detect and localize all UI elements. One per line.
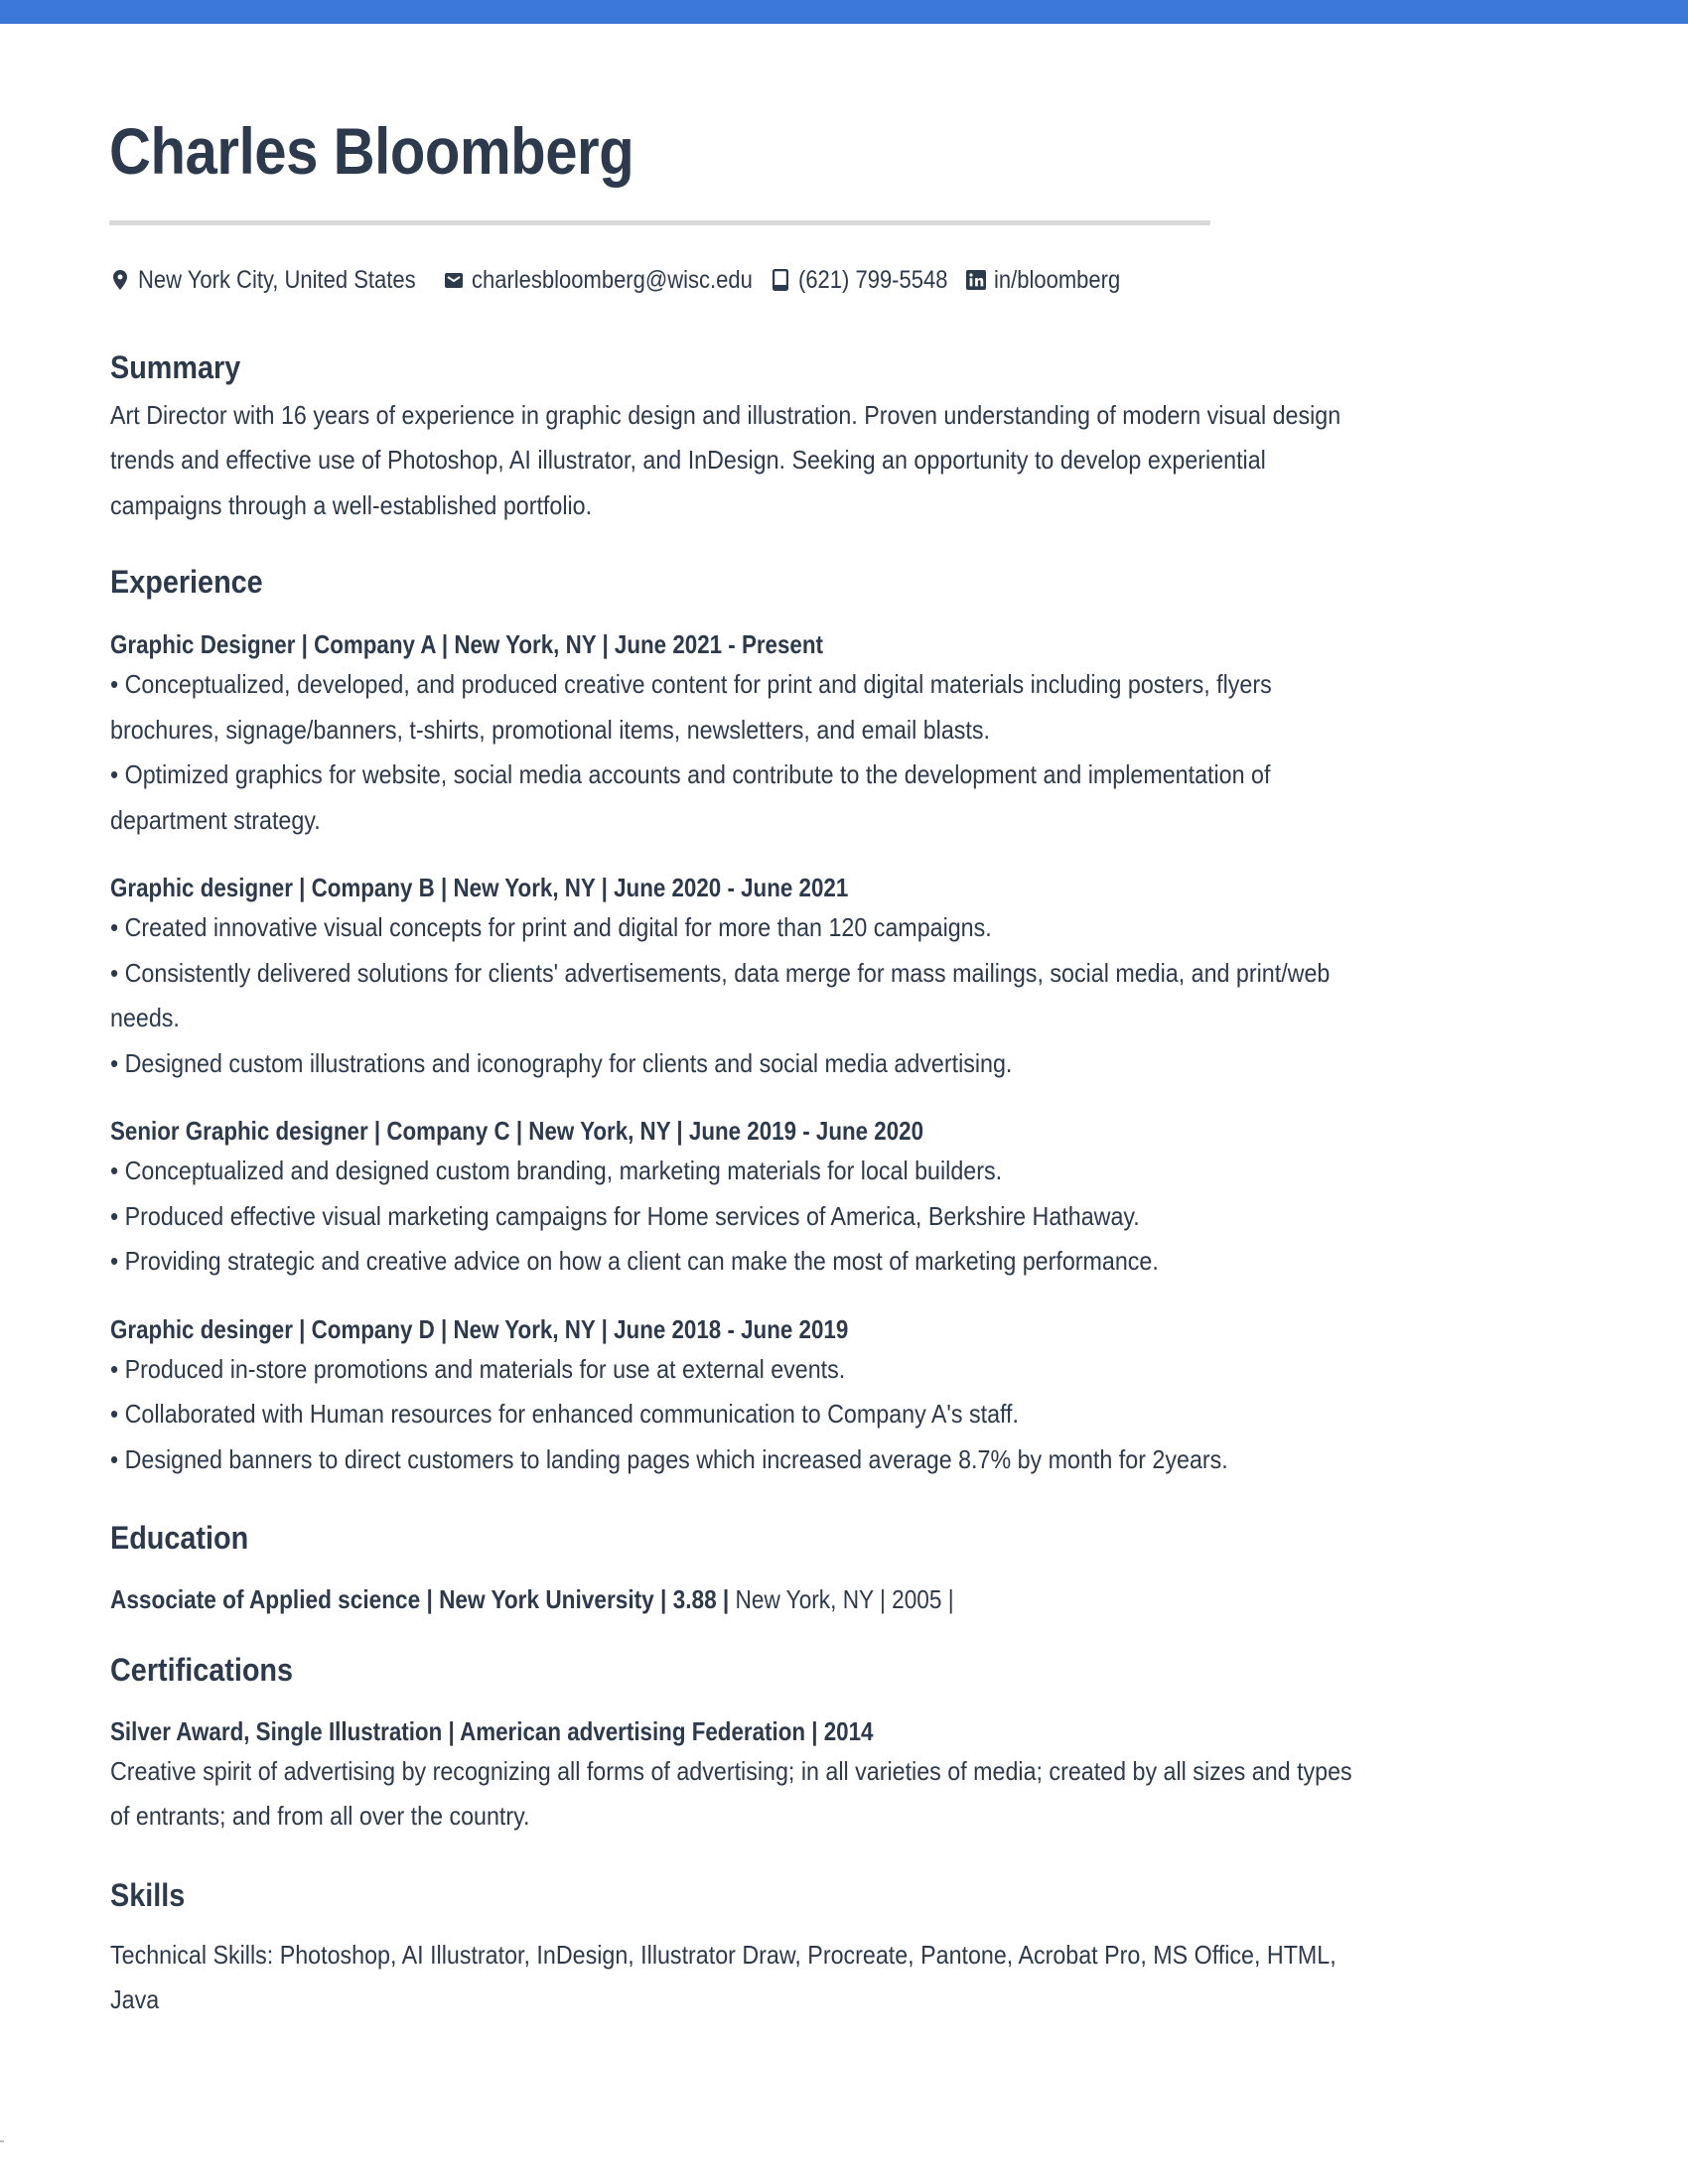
phone-icon (771, 268, 790, 292)
education-degree-school-gpa: Associate of Applied science | New York University | 3.88 | (110, 1584, 730, 1614)
section-heading-experience: Experience (110, 564, 263, 600)
phone-text[interactable]: (621) 799-5548 (798, 265, 948, 294)
job-title-company-c: Senior Graphic designer | Company C | New York, NY | June 2019 - June 2020 (110, 1116, 924, 1146)
job-bullet: • Designed banners to direct customers to landing pages which increased average 8.7% by month for 2years. (110, 1444, 1228, 1474)
section-heading-certifications: Certifications (110, 1652, 294, 1688)
section-heading-skills: Skills (110, 1877, 186, 1913)
email-text[interactable]: charlesbloomberg@wisc.edu (471, 265, 753, 294)
job-bullet: • Optimized graphics for website, social media accounts and contribute to the development and implementation of (110, 759, 1271, 789)
job-bullet: • Produced in-store promotions and materials for use at external events. (110, 1354, 846, 1384)
skills-line: Technical Skills: Photoshop, AI Illustrator, InDesign, Illustrator Draw, Procreate, Pantone, Acrobat Pro, MS Office, HTML, (110, 1940, 1336, 1970)
certification-description: Creative spirit of advertising by recognizing all forms of advertising; in all varieties of media; created by all sizes and types (110, 1756, 1352, 1786)
certification-description: of entrants; and from all over the country. (110, 1801, 530, 1831)
summary-line: campaigns through a well-established portfolio. (110, 490, 593, 520)
job-bullet: • Created innovative visual concepts for print and digital for more than 120 campaigns. (110, 912, 992, 942)
header-divider (109, 220, 1210, 225)
education-entry (110, 1582, 954, 1616)
job-bullet: • Conceptualized and designed custom branding, marketing materials for local builders. (110, 1156, 1003, 1185)
location-text: New York City, United States (138, 265, 416, 294)
certification-title: Silver Award, Single Illustration | American advertising Federation | 2014 (110, 1716, 874, 1746)
job-title-company-d: Graphic desinger | Company D | New York, NY | June 2018 - June 2019 (110, 1314, 849, 1344)
summary-line: trends and effective use of Photoshop, AI illustrator, and InDesign. Seeking an opportunity to develop experiential (110, 445, 1266, 475)
candidate-name: Charles Bloomberg (109, 114, 634, 188)
job-title-company-b: Graphic designer | Company B | New York, NY | June 2020 - June 2021 (110, 873, 849, 902)
section-heading-summary: Summary (110, 349, 241, 385)
job-bullet: brochures, signage/banners, t-shirts, promotional items, newsletters, and email blasts. (110, 715, 990, 745)
job-bullet: • Providing strategic and creative advice on how a client can make the most of marketing performance. (110, 1246, 1159, 1276)
contact-linkedin[interactable] (966, 266, 1138, 295)
linkedin-icon (966, 268, 986, 292)
section-heading-education: Education (110, 1520, 249, 1556)
job-bullet: • Collaborated with Human resources for enhanced communication to Company A's staff. (110, 1399, 1019, 1429)
summary-line: Art Director with 16 years of experience in graphic design and illustration. Proven understanding of modern visual design (110, 400, 1341, 430)
edge-artifact (0, 2140, 4, 2142)
location-pin-icon (110, 268, 130, 292)
contact-row (110, 262, 1152, 298)
contact-phone[interactable] (771, 266, 968, 295)
contact-email[interactable] (444, 266, 790, 295)
job-bullet: • Conceptualized, developed, and produced creative content for print and digital materials including posters, flyers (110, 669, 1272, 699)
contact-location (110, 266, 454, 295)
job-bullet: department strategy. (110, 805, 321, 835)
linkedin-text[interactable]: in/bloomberg (994, 265, 1121, 294)
education-location-year: New York, NY | 2005 | (729, 1584, 954, 1614)
skills-line: Java (110, 1984, 160, 2014)
job-bullet: needs. (110, 1003, 180, 1032)
job-bullet: • Consistently delivered solutions for clients' advertisements, data merge for mass mailings, social media, and print/web (110, 958, 1331, 988)
email-icon (444, 268, 464, 292)
job-bullet: • Designed custom illustrations and iconography for clients and social media advertising. (110, 1048, 1013, 1078)
job-title-company-a: Graphic Designer | Company A | New York, NY | June 2021 - Present (110, 629, 823, 659)
job-bullet: • Produced effective visual marketing campaigns for Home services of America, Berkshire Hathaway. (110, 1201, 1140, 1231)
